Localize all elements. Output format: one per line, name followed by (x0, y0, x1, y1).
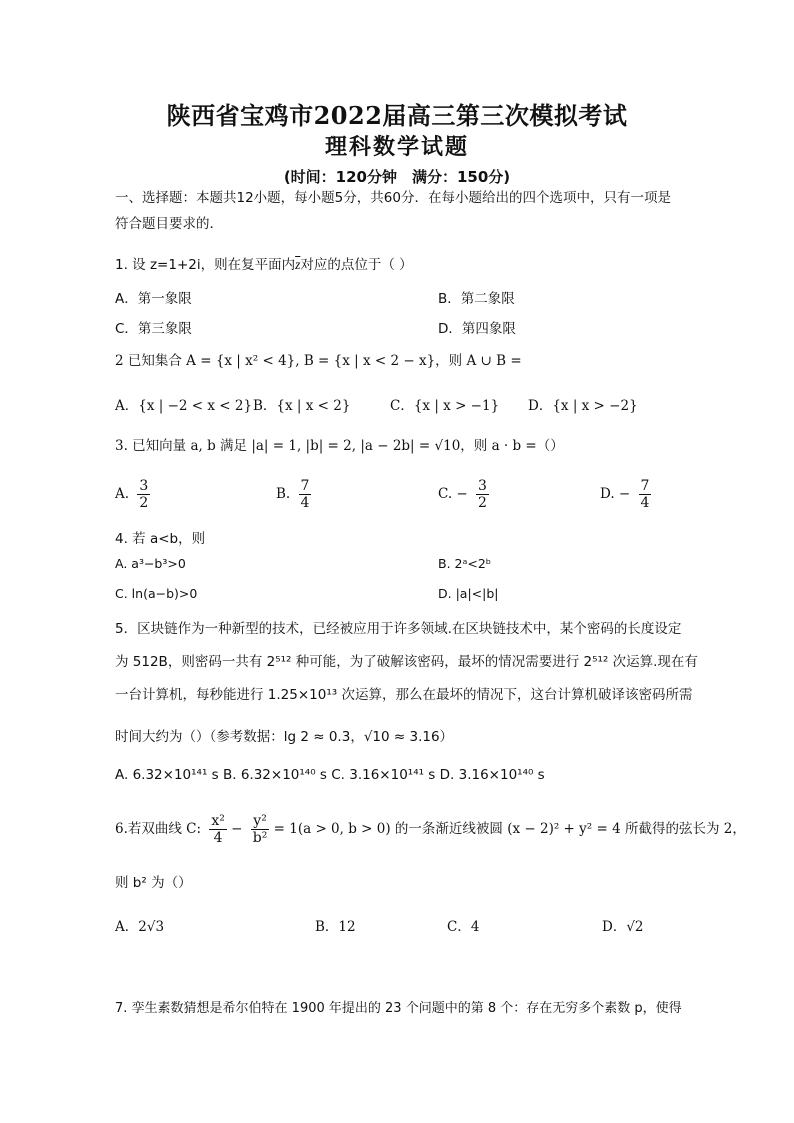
q5-line4: 时间大约为（）（参考数据：lg 2 ≈ 0.3，√10 ≈ 3.16） (115, 729, 454, 745)
q1-option-d: D．第四象限 (438, 321, 516, 337)
q6-fraction-y: $\frac{\text{y²}}{\text{b²}}$ (252, 813, 268, 846)
q6-option-a: A．2√3 (115, 919, 165, 935)
q5-line1: 5．区块链作为一种新型的技术，已经被应用于许多领域.在区块链技术中，某个密码的长度设定 (115, 621, 682, 637)
q6-option-d: D．√2 (602, 919, 644, 935)
exam-title: 陕西省宝鸡市2022届高三第三次模拟考试 (166, 101, 628, 130)
q3-c-fraction: $\frac{3}{2}$ (478, 478, 487, 511)
q6-option-c: C．4 (447, 919, 480, 935)
q3-b-fraction: $\frac{7}{4}$ (300, 478, 310, 511)
z-conjugate-symbol: $\overline{z}$ (295, 257, 301, 272)
q4-option-c: C. ln(a−b)>0 (115, 586, 198, 601)
q3-option-d (600, 478, 651, 511)
q3-option-b (276, 478, 311, 511)
q2-option-a: A．{x | −2 < x < 2} (115, 398, 253, 414)
section-instructions-line2: 符合题目要求的． (115, 216, 223, 232)
q6-stem (115, 812, 746, 846)
q6-minus: − (231, 821, 243, 837)
q6-stem-a: 6.若双曲线 C: (115, 821, 202, 837)
q3-b-label: B. (276, 486, 291, 502)
q4-stem: 4. 若 a<b，则 (115, 531, 206, 547)
q6-stem2: 则 b² 为（） (115, 875, 192, 891)
q1-stem-b: 对应的点位于（ ） (300, 257, 413, 273)
q1-option-a: A．第一象限 (115, 291, 192, 307)
q3-option-a (115, 478, 150, 511)
q7-line1: 7. 孪生素数猜想是希尔伯特在 1900 年提出的 23 个问题中的第 8 个：存在无穷多个素数 p，使得 (115, 1001, 682, 1016)
q6-fraction-x: $\frac{\text{x²}}{4}$ (211, 813, 225, 846)
time-info: (时间：120分钟 满分：150分) (283, 168, 511, 186)
q5-line3: 一台计算机，每秒能进行 1.25×10¹³ 次运算，那么在最坏的情况下，这台计算机破译该密码所需 (115, 687, 693, 703)
q5-line2: 为 512B，则密码一共有 2⁵¹² 种可能，为了破解该密码，最坏的情况需要进行 2⁵¹² 次运算.现在有 (115, 654, 698, 670)
q3-c-label: C. − (438, 486, 468, 502)
q3-d-fraction: $\frac{7}{4}$ (640, 478, 650, 511)
q4-option-a: A. a³−b³>0 (115, 556, 186, 571)
q3-a-fraction: $\frac{3}{2}$ (139, 478, 149, 511)
q6-stem-b: = 1(a > 0, b > 0) 的一条渐近线被圆 (x − 2)² + y² = 4 所截得的弦长为 2， (273, 821, 746, 837)
q3-stem: 3. 已知向量 a, b 满足 |a| = 1, |b| = 2, |a − 2b| = √10，则 a · b =（） (115, 438, 564, 454)
q2-stem: 2 已知集合 A = {x | x² < 4}, B = {x | x < 2 − x}，则 A ∪ B = (115, 353, 522, 369)
q2-option-c: C．{x | x > −1} (390, 398, 500, 414)
q1-stem-a: 1. 设 z=1+2i，则在复平面内 (115, 257, 296, 273)
section-instructions-line1: 一、选择题：本题共12小题，每小题5分，共60分．在每小题给出的四个选项中，只有一项是 (115, 190, 671, 206)
q1-stem (115, 254, 413, 276)
q3-d-label: D. − (600, 486, 631, 502)
q2-option-b: B．{x | x < 2} (253, 398, 351, 414)
q1-option-c: C．第三象限 (115, 321, 192, 337)
q4-option-d: D. |a|<|b| (438, 586, 499, 601)
q5-options: A. 6.32×10¹⁴¹ s B. 6.32×10¹⁴⁰ s C. 3.16×10¹⁴¹ s D. 3.16×10¹⁴⁰ s (115, 767, 545, 783)
q6-option-b: B．12 (315, 919, 356, 935)
q2-option-d: D．{x | x > −2} (528, 398, 638, 414)
exam-subtitle: 理科数学试题 (324, 134, 469, 160)
q3-option-c (438, 478, 489, 511)
q1-option-b: B．第二象限 (438, 291, 515, 307)
q4-option-b: B. 2ᵃ<2ᵇ (438, 556, 492, 571)
q3-a-label: A. (115, 486, 130, 502)
